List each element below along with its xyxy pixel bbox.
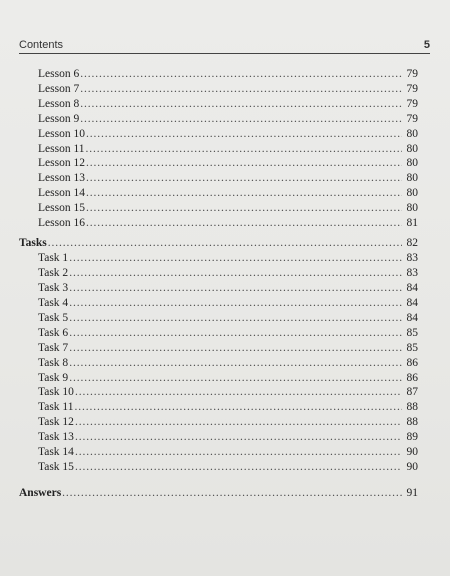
running-title: Contents (19, 39, 64, 51)
dot-leader (86, 156, 402, 171)
toc-entry (38, 127, 418, 142)
dot-leader (80, 82, 402, 97)
toc-entry-page: 88 (406, 416, 418, 429)
toc-entry (38, 112, 418, 127)
dot-leader (75, 385, 402, 400)
dot-leader (75, 430, 402, 445)
toc-entry-title: Answers (19, 486, 62, 499)
toc-entry-page: 79 (406, 82, 418, 95)
toc-entry-title: Lesson 14 (38, 187, 85, 200)
dot-leader (69, 266, 402, 281)
toc-entry-page: 90 (406, 446, 418, 458)
toc-entry-page: 83 (406, 267, 418, 280)
toc-entry-page: 85 (406, 341, 418, 354)
toc-entry-title: Lesson 8 (38, 97, 80, 110)
toc-entry-page: 79 (406, 97, 418, 110)
page-header (19, 37, 430, 54)
toc-entry (38, 97, 418, 112)
dot-leader (69, 311, 402, 326)
toc-entry-title: Task 15 (38, 460, 74, 473)
dot-leader (69, 326, 402, 341)
toc-entry-page: 79 (406, 112, 418, 125)
dot-leader (69, 296, 402, 311)
toc-entry (38, 430, 418, 445)
toc-entry (38, 216, 418, 231)
dot-leader (69, 281, 402, 296)
toc-entry (38, 156, 418, 171)
toc-entry-page: 80 (406, 187, 418, 200)
toc-entry-page: 79 (406, 68, 418, 80)
toc-entry-page: 87 (406, 386, 418, 399)
toc-entry-title: Task 4 (38, 297, 69, 309)
toc-entry (38, 460, 418, 475)
toc-entry-page: 89 (406, 431, 418, 444)
dot-leader (62, 486, 402, 501)
dot-leader (69, 341, 402, 356)
dot-leader (80, 67, 402, 82)
dot-leader (80, 97, 402, 112)
toc-entry (38, 251, 418, 266)
toc-entry-title: Task 8 (38, 356, 69, 369)
toc-entry (38, 445, 418, 460)
toc-entry-page: 80 (406, 202, 418, 215)
dot-leader (69, 371, 402, 386)
toc-entry (38, 415, 418, 430)
toc-entry (38, 142, 418, 157)
toc-entry (38, 281, 418, 296)
toc-entry-page: 80 (406, 172, 418, 185)
toc-entry-page: 84 (406, 311, 418, 324)
toc-entry-title: Task 9 (38, 371, 69, 384)
toc-entry (38, 385, 418, 400)
toc-entry-title: Task 13 (38, 431, 74, 444)
toc-entry-title: Task 12 (38, 416, 74, 429)
dot-leader (48, 236, 402, 251)
toc-entry-title: Task 14 (38, 446, 74, 458)
dot-leader (75, 460, 402, 475)
toc-entry (38, 67, 418, 82)
dot-leader (69, 251, 402, 266)
toc-entry-title: Task 10 (38, 386, 74, 399)
dot-leader (80, 112, 402, 127)
dot-leader (75, 415, 402, 430)
toc-section-entry (19, 236, 418, 251)
toc-entry-page: 80 (406, 127, 418, 140)
toc-entry-title: Task 2 (38, 267, 69, 280)
toc-entry-title: Task 7 (38, 341, 69, 354)
toc-entry-title: Lesson 6 (38, 68, 80, 80)
toc-entry-page: 86 (406, 371, 418, 384)
toc-entry (38, 296, 418, 311)
toc-entry-title: Lesson 12 (38, 157, 85, 170)
toc-entry-title: Lesson 9 (38, 112, 80, 125)
toc-entry-title: Tasks (19, 237, 47, 250)
toc-entry (38, 326, 418, 341)
toc-entry-page: 91 (406, 486, 418, 499)
toc-entry (38, 186, 418, 201)
toc-entry-page: 90 (406, 460, 418, 473)
dot-leader (86, 216, 402, 231)
toc-entry-title: Task 5 (38, 311, 69, 324)
toc-entry (38, 266, 418, 281)
dot-leader (86, 142, 402, 157)
toc-section-entry (19, 486, 418, 501)
toc-entry (38, 311, 418, 326)
dot-leader (75, 400, 403, 415)
page-number: 5 (423, 39, 430, 51)
toc-entry-title: Lesson 11 (38, 142, 85, 155)
toc-entry-title: Lesson 7 (38, 82, 80, 95)
toc-entry-page: 85 (406, 326, 418, 339)
toc-entry (38, 400, 418, 415)
toc-entry-page: 88 (406, 401, 418, 414)
toc-entry (38, 82, 418, 97)
dot-leader (86, 127, 402, 142)
toc-entry-page: 83 (406, 252, 418, 265)
dot-leader (75, 445, 402, 460)
toc-entry (38, 371, 418, 386)
toc-entry-title: Lesson 13 (38, 172, 85, 185)
toc-entry-page: 84 (406, 282, 418, 295)
toc-entry-page: 81 (406, 217, 418, 229)
dot-leader (86, 201, 402, 216)
toc-entry-title: Lesson 16 (38, 217, 85, 229)
toc-entry-title: Task 1 (38, 252, 69, 265)
toc-entry (38, 356, 418, 371)
toc-entry-page: 82 (406, 237, 418, 250)
dot-leader (86, 186, 402, 201)
toc-entry-page: 84 (406, 297, 418, 309)
dot-leader (69, 356, 402, 371)
toc-entry-title: Task 3 (38, 282, 69, 295)
toc-entry-page: 80 (406, 142, 418, 155)
toc-entry-title: Lesson 15 (38, 202, 85, 215)
toc-entry-title: Task 6 (38, 326, 69, 339)
toc-entry (38, 171, 418, 186)
toc-entry (38, 341, 418, 356)
toc-entry-page: 80 (406, 157, 418, 170)
toc-entry (38, 201, 418, 216)
dot-leader (86, 171, 402, 186)
toc-entry-title: Task 11 (38, 401, 74, 414)
toc-entry-title: Lesson 10 (38, 127, 85, 140)
toc-entry-page: 86 (406, 356, 418, 369)
